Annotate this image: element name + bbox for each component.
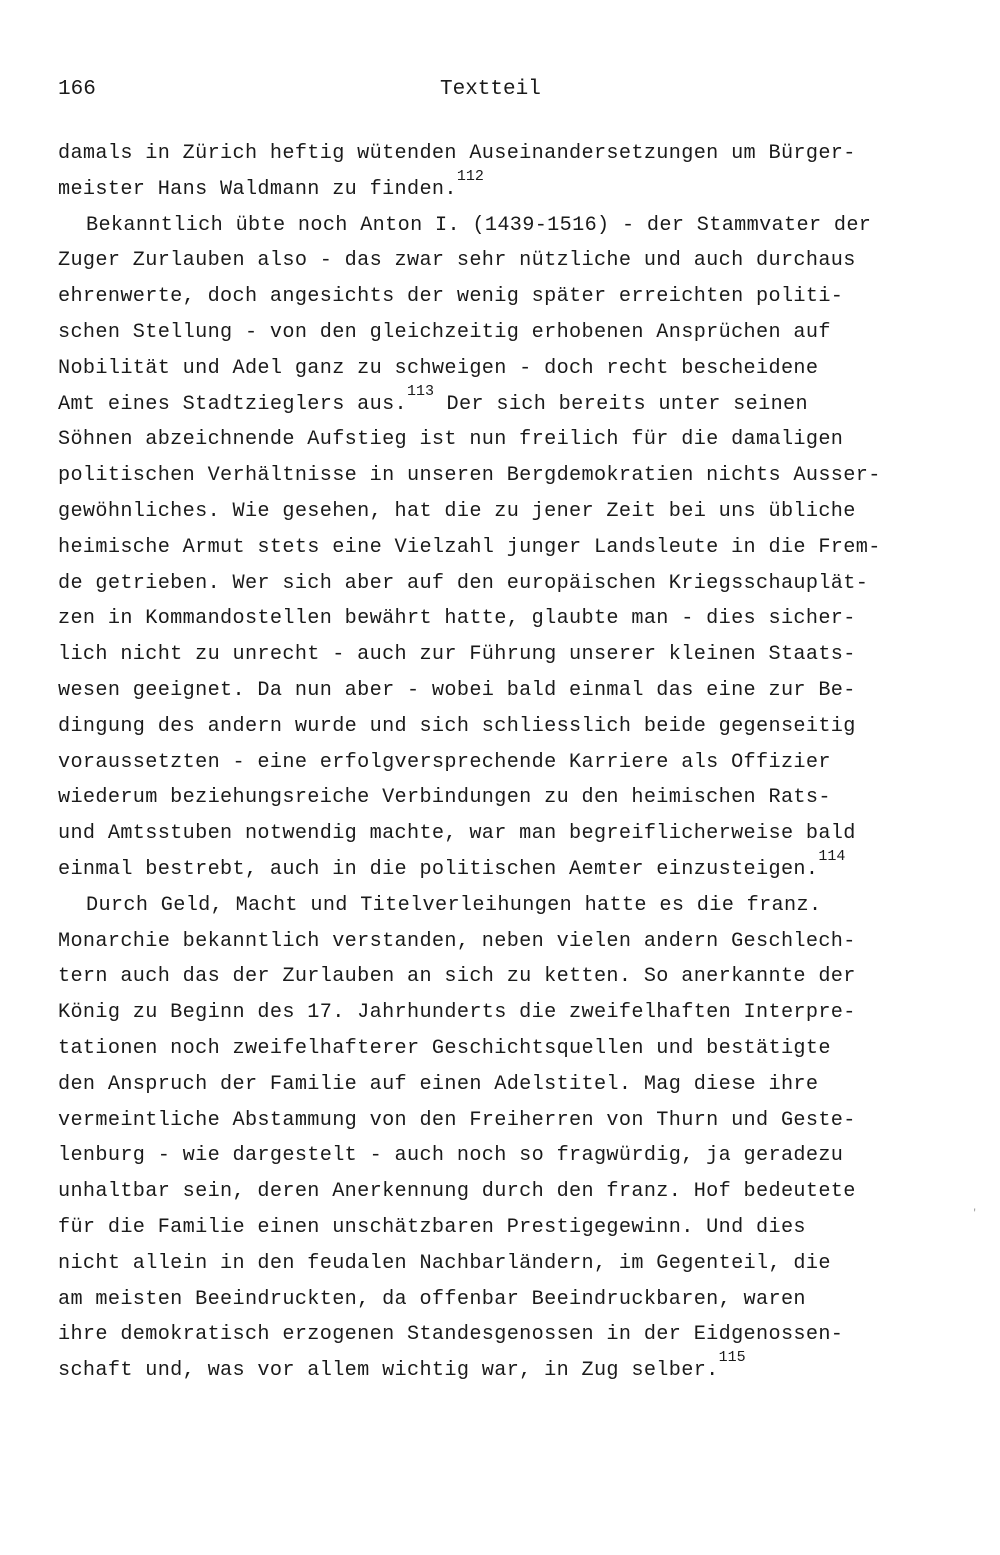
text-line: lich nicht zu unrecht - auch zur Führung unserer kleinen Staats- xyxy=(58,643,856,667)
text-line: den Anspruch der Familie auf einen Adelstitel. Mag diese ihre xyxy=(58,1072,819,1096)
text-line: politischen Verhältnisse in unseren Bergdemokratien nichts Ausser- xyxy=(58,464,881,488)
text-line: zen in Kommandostellen bewährt hatte, glaubte man - dies sicher- xyxy=(58,607,856,631)
text-line: tationen noch zweifelhafterer Geschichtsquellen und bestätigte xyxy=(58,1036,831,1060)
text-line: Monarchie bekanntlich verstanden, neben vielen andern Geschlech- xyxy=(58,929,856,953)
page-number: 166 xyxy=(58,78,96,101)
text-line: Nobilität und Adel ganz zu schweigen - doch recht bescheidene xyxy=(58,356,819,380)
footnote-ref: 114 xyxy=(818,847,846,865)
text-line: tern auch das der Zurlauben an sich zu ketten. So anerkannte der xyxy=(58,965,856,989)
text-line: Zuger Zurlauben also - das zwar sehr nützliche und auch durchaus xyxy=(58,249,856,273)
text-line: nicht allein in den feudalen Nachbarländern, im Gegenteil, die xyxy=(58,1251,831,1275)
text-line: Durch Geld, Macht und Titelverleihungen hatte es die franz. xyxy=(86,893,822,917)
margin-mark: ' xyxy=(972,1208,978,1218)
text-line: ihre demokratisch erzogenen Standesgenossen in der Eidgenossen- xyxy=(58,1323,844,1347)
text-line: damals in Zürich heftig wütenden Auseinandersetzungen um Bürger- xyxy=(58,142,856,165)
text-line: Söhnen abzeichnende Aufstieg ist nun freilich für die damaligen xyxy=(58,428,844,452)
text-line: schen Stellung - von den gleichzeitig erhobenen Ansprüchen auf xyxy=(58,320,831,344)
text-line: de getrieben. Wer sich aber auf den europäischen Kriegsschauplät- xyxy=(58,571,869,595)
text-line: und Amtsstuben notwendig machte, war man begreiflicherweise bald xyxy=(58,822,856,846)
text-line: ehrenwerte, doch angesichts der wenig später erreichten politi- xyxy=(58,285,844,309)
text-line: am meisten Beeindruckten, da offenbar Beeindruckbaren, waren xyxy=(58,1287,806,1311)
body-text xyxy=(58,136,958,1389)
text-line: König zu Beginn des 17. Jahrhunderts die zweifelhaften Interpre- xyxy=(58,1001,856,1025)
footnote-ref: 115 xyxy=(718,1349,746,1367)
running-head: Textteil xyxy=(440,78,541,101)
text-line: vermeintliche Abstammung von den Freiherren von Thurn und Geste- xyxy=(58,1108,856,1132)
text-line: wiederum beziehungsreiche Verbindungen zu den heimischen Rats- xyxy=(58,786,831,810)
text-line: dingung des andern wurde und sich schliesslich beide gegenseitig xyxy=(58,714,856,738)
text-line: heimische Armut stets eine Vielzahl junger Landsleute in die Frem- xyxy=(58,535,881,559)
text-line: Bekanntlich übte noch Anton I. (1439-1516) - der Stammvater der xyxy=(86,213,872,237)
text-line: voraussetzten - eine erfolgversprechende Karriere als Offizier xyxy=(58,750,831,774)
text-line: einmal bestrebt, auch in die politischen Aemter einzusteigen.$^{114}$ xyxy=(58,847,846,881)
text-line: für die Familie einen unschätzbaren Prestigegewinn. Und dies xyxy=(58,1215,806,1239)
text-line: gewöhnliches. Wie gesehen, hat die zu jener Zeit bei uns übliche xyxy=(58,499,856,523)
footnote-ref: 112 xyxy=(456,167,484,185)
text-line: lenburg - wie dargestelt - auch noch so fragwürdig, ja geradezu xyxy=(58,1144,844,1168)
page-header xyxy=(58,78,928,108)
text-line: meister Hans Waldmann zu finden.$^{112}$ xyxy=(58,167,484,201)
text-line: unhaltbar sein, deren Anerkennung durch den franz. Hof bedeutete xyxy=(58,1180,856,1204)
text-line: schaft und, was vor allem wichtig war, in Zug selber.$^{115}$ xyxy=(58,1349,746,1383)
text-line: Amt eines Stadtzieglers aus.$^{113}$ Der sich bereits unter seinen xyxy=(58,382,808,416)
text-line: wesen geeignet. Da nun aber - wobei bald einmal das eine zur Be- xyxy=(58,678,856,702)
footnote-ref: 113 xyxy=(407,382,435,400)
